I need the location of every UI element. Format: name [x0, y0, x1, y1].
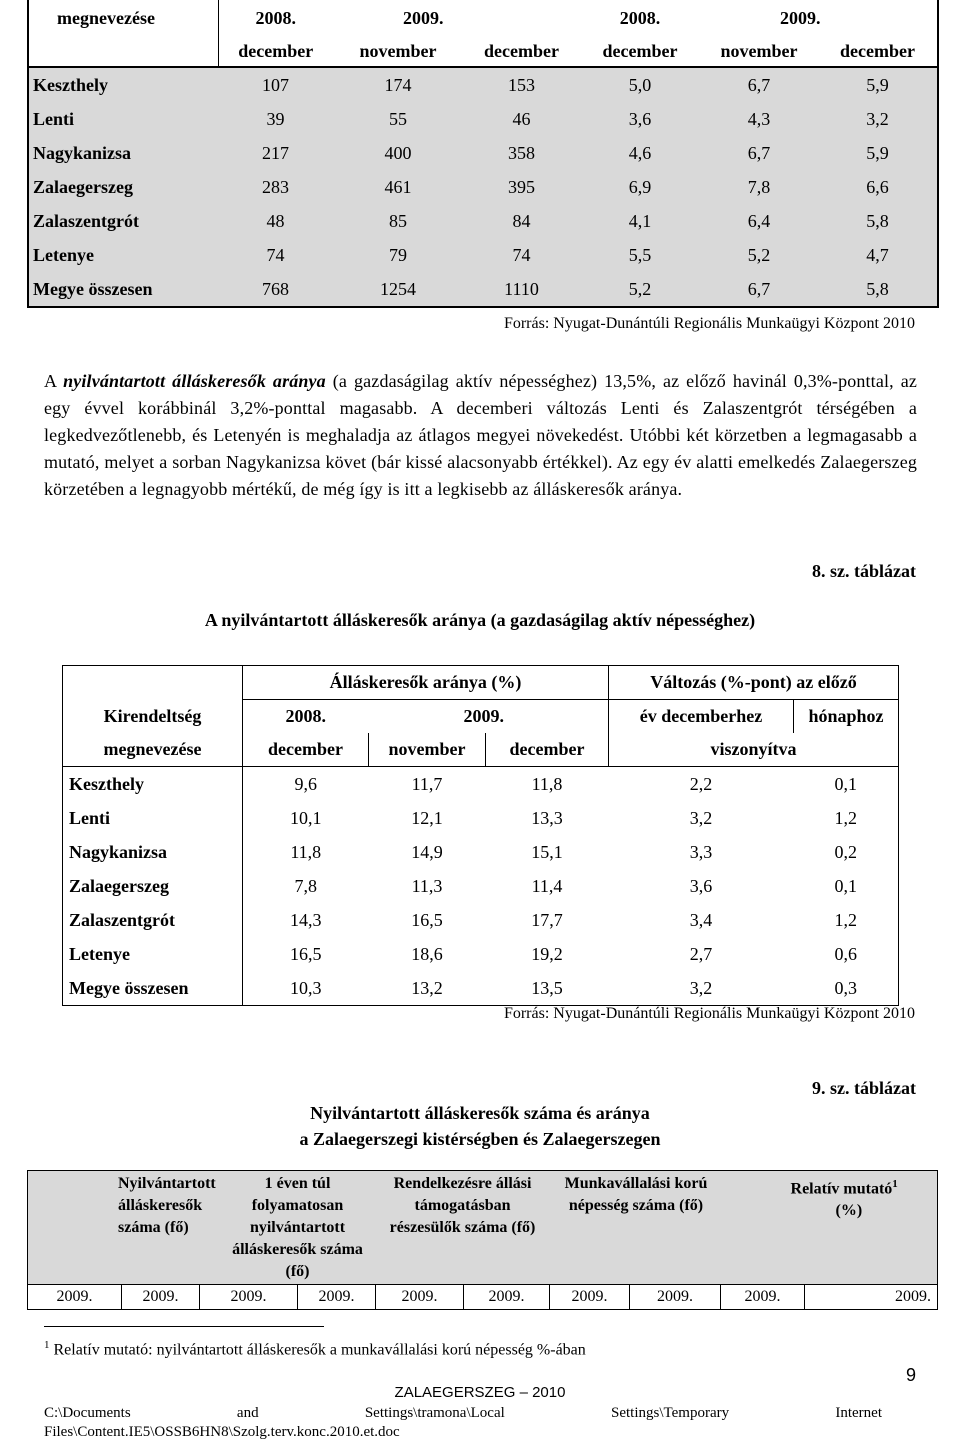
footnote-mark: 1: [44, 1339, 50, 1351]
cell: 3,3: [689, 841, 713, 862]
row-name: Megye összesen: [63, 971, 243, 1006]
row-name: Zalaszentgrót: [63, 903, 243, 937]
cell: 6,7: [700, 272, 818, 307]
cell: 11,3: [411, 875, 443, 896]
footer-path-line2: Files\Content.IE5\OSSB6HN8\Szolg.terv.konc.2010.et.doc: [44, 1424, 400, 1440]
cell: 16,5: [243, 937, 369, 971]
cell: 2,7: [689, 943, 713, 964]
cell: 5,8: [818, 272, 938, 307]
cell: 2,2: [689, 773, 713, 794]
cell: 5,0: [580, 67, 700, 102]
cell: 5,5: [580, 238, 700, 272]
row-name: Lenti: [28, 102, 218, 136]
header-megnevezese: megnevezése: [63, 733, 243, 767]
year-cell: 2009.: [805, 1285, 938, 1310]
cell: 358: [463, 136, 580, 170]
cell: 5,9: [818, 136, 938, 170]
header-ev-decemberhez: év decemberhez: [609, 700, 794, 734]
cell: 3,6: [689, 875, 713, 896]
row-name: Zalaegerszeg: [63, 869, 243, 903]
row-name: Megye összesen: [28, 272, 218, 307]
header-month: november: [700, 36, 818, 67]
table-jobseekers-rate: [62, 665, 899, 1006]
cell: 0,3: [794, 971, 899, 1006]
cell: 6,4: [700, 204, 818, 238]
cell: 39: [218, 102, 333, 136]
header-year-2008: 2008.: [619, 7, 661, 28]
year-cell: 2009.: [122, 1285, 200, 1310]
table-row: [63, 869, 899, 903]
group-rate-label: Álláskeresők aránya (%): [243, 666, 609, 700]
cell: 6,7: [700, 136, 818, 170]
cell: 17,7: [531, 909, 563, 930]
cell: 107: [218, 67, 333, 102]
cell: 1110: [463, 272, 580, 307]
cell: 4,7: [818, 238, 938, 272]
cell: 5,2: [700, 238, 818, 272]
footer-path: C:\Documents and Settings\tramona\Local Settings\Temporary Internet: [44, 1405, 882, 1421]
cell: 14,3: [243, 903, 369, 937]
footnote-divider: [44, 1326, 324, 1327]
header-year-2008: 2008.: [243, 700, 369, 734]
cell: 85: [333, 204, 463, 238]
cell: 19,2: [531, 943, 563, 964]
body-paragraph: A nyilvántartott álláskeresők aránya (a gazdaságilag aktív népességhez) 13,5%, az előző havinál 0,3%-ponttal, az egy évvel korábbinál 3,2%-ponttal magasabb. A decemberi változás Lenti és Zalaszentgrót térségében a legkedvezőtlenebb, és Letenyén is meghaladja az átlagos megyei növekedést. Utóbbi két körzetben a legmagasabb a mutató, melyet a sorban Nagykanizsa követ (bár kissé alacsonyabb értékkel). Az egy év alatti emelkedés Zalaegerszeg körzetében a legnagyobb mértékű, de még így is itt a legkisebb az álláskeresők aránya.: [44, 371, 917, 499]
cell: 13,2: [369, 971, 486, 1006]
cell: 11,8: [531, 773, 563, 794]
header-year-2008: 2008.: [218, 0, 333, 36]
header-col-1-even-tul: 1 éven túl folyamatosan nyilvántartott álláskeresők száma (fő): [200, 1171, 376, 1285]
table-row: [28, 67, 938, 102]
year-cell: 2009.: [376, 1285, 464, 1310]
cell: 11,4: [531, 875, 563, 896]
cell: 13,5: [486, 971, 609, 1006]
cell: 395: [463, 170, 580, 204]
cell: 74: [218, 238, 333, 272]
cell: 5,9: [818, 67, 938, 102]
header-year-2009: 2009.: [403, 7, 444, 28]
footnote-ref: 1: [892, 1178, 898, 1190]
header-month: december: [818, 36, 938, 67]
cell: 400: [333, 136, 463, 170]
cell: 5,8: [818, 204, 938, 238]
year-cell: 2009.: [298, 1285, 376, 1310]
page-number: 9: [905, 1365, 916, 1385]
header-month: december: [580, 36, 700, 67]
cell: 12,1: [411, 807, 443, 828]
header-kirendeltseg: Kirendeltség: [63, 700, 243, 734]
year-cell: 2009.: [630, 1285, 721, 1310]
cell: 1,2: [794, 903, 899, 937]
cell: 18,6: [411, 943, 443, 964]
table-row: [28, 102, 938, 136]
cell: 153: [463, 67, 580, 102]
group-change-label: Változás (%-pont) az előző: [609, 666, 899, 700]
footer-title: ZALAEGERSZEG – 2010: [394, 1384, 566, 1401]
cell: 14,9: [411, 841, 443, 862]
table-number-8: 8. sz. táblázat: [812, 561, 916, 581]
cell: 13,3: [531, 807, 563, 828]
header-col-nyilvantartott: Nyilvántartott álláskeresők száma (fő): [28, 1171, 200, 1285]
table-row: [28, 204, 938, 238]
table-row: [63, 903, 899, 937]
cell: 4,3: [700, 102, 818, 136]
cell: 3,4: [689, 909, 713, 930]
cell: 6,6: [818, 170, 938, 204]
cell: 3,6: [580, 102, 700, 136]
cell: 1254: [333, 272, 463, 307]
header-viszonyitva: viszonyítva: [609, 733, 899, 767]
cell: 461: [333, 170, 463, 204]
row-name: Nagykanizsa: [63, 835, 243, 869]
row-name: Nagykanizsa: [28, 136, 218, 170]
table-row: [28, 136, 938, 170]
table3-title: Nyilvántartott álláskeresők száma és aránya a Zalaegerszegi kistérségben és Zalaegerszegen: [299, 1103, 661, 1149]
cell: 0,1: [794, 869, 899, 903]
cell: 11,8: [243, 835, 369, 869]
row-name: Zalaegerszeg: [28, 170, 218, 204]
cell: 10,3: [243, 971, 369, 1006]
row-name: Letenye: [63, 937, 243, 971]
table1-source: Forrás: Nyugat-Dunántúli Regionális Munkaügyi Központ 2010: [503, 315, 915, 332]
table-kisterseg: [27, 1170, 938, 1310]
cell: 6,9: [580, 170, 700, 204]
header-month: december: [243, 733, 369, 767]
cell: 5,2: [580, 272, 700, 307]
cell: 11,7: [411, 773, 443, 794]
table-row: [63, 801, 899, 835]
row-name: Zalaszentgrót: [28, 204, 218, 238]
cell: 3,2: [609, 971, 794, 1006]
cell: 15,1: [531, 841, 563, 862]
header-month: november: [333, 36, 463, 67]
table-jobseekers-count: [27, 0, 939, 308]
header-megnevezese: megnevezése: [28, 0, 218, 36]
header-col-munkavallalasi: Munkavállalási korú népesség száma (fő): [550, 1171, 721, 1285]
cell: 4,6: [580, 136, 700, 170]
table-row: [63, 767, 899, 802]
footnote: $^1$ Relatív mutató: nyilvántartott álláskeresők a munkavállalási korú népesség %-ában: [44, 1339, 586, 1359]
cell: 7,8: [700, 170, 818, 204]
cell: 6,7: [700, 67, 818, 102]
row-name: Keszthely: [28, 67, 218, 102]
cell: 46: [463, 102, 580, 136]
table-row: [63, 937, 899, 971]
cell: 3,2: [689, 807, 713, 828]
cell: 4,1: [580, 204, 700, 238]
table2-source: Forrás: Nyugat-Dunántúli Regionális Munkaügyi Központ 2010: [503, 1005, 915, 1022]
year-cell: 2009.: [721, 1285, 805, 1310]
header-col-rendelkezesre: Rendelkezésre állási támogatásban részesülők száma (fő): [376, 1171, 550, 1285]
header-month: november: [369, 733, 486, 767]
year-cell: 2009.: [28, 1285, 122, 1310]
cell: 7,8: [243, 869, 369, 903]
cell: 10,1: [243, 801, 369, 835]
table-row: [28, 238, 938, 272]
cell: 9,6: [243, 767, 369, 802]
header-honaphoz: hónaphoz: [794, 700, 899, 734]
header-month: december: [486, 733, 609, 767]
row-name: Letenye: [28, 238, 218, 272]
header-col-relativ: Relatív mutató$^1$ (%): [721, 1171, 938, 1285]
year-cell: 2009.: [200, 1285, 298, 1310]
cell: 217: [218, 136, 333, 170]
year-cell: 2009.: [550, 1285, 630, 1310]
table2-title: A nyilvántartott álláskeresők aránya (a gazdaságilag aktív népességhez): [204, 610, 756, 630]
cell: 0,6: [794, 937, 899, 971]
cell: 0,2: [794, 835, 899, 869]
row-name: Keszthely: [63, 767, 243, 802]
table-number-9: 9. sz. táblázat: [812, 1078, 916, 1098]
header-month: december: [218, 36, 333, 67]
cell: 48: [218, 204, 333, 238]
cell: 0,1: [794, 767, 899, 802]
cell: 3,2: [818, 102, 938, 136]
cell: 79: [333, 238, 463, 272]
cell: 1,2: [794, 801, 899, 835]
cell: 84: [463, 204, 580, 238]
emphasis: nyilvántartott álláskeresők aránya: [63, 371, 326, 391]
header-year-2009: 2009.: [369, 700, 609, 734]
header-month: december: [463, 36, 580, 67]
year-cell: 2009.: [464, 1285, 550, 1310]
cell: 174: [333, 67, 463, 102]
cell: 768: [218, 272, 333, 307]
row-name: Lenti: [63, 801, 243, 835]
cell: 74: [463, 238, 580, 272]
cell: 16,5: [411, 909, 443, 930]
header-year-2009: 2009.: [700, 0, 938, 36]
cell: 55: [333, 102, 463, 136]
table-row: [63, 835, 899, 869]
table-row: [28, 170, 938, 204]
cell: 283: [218, 170, 333, 204]
table-row-total: [28, 272, 938, 307]
table-row-total: [63, 971, 899, 1006]
